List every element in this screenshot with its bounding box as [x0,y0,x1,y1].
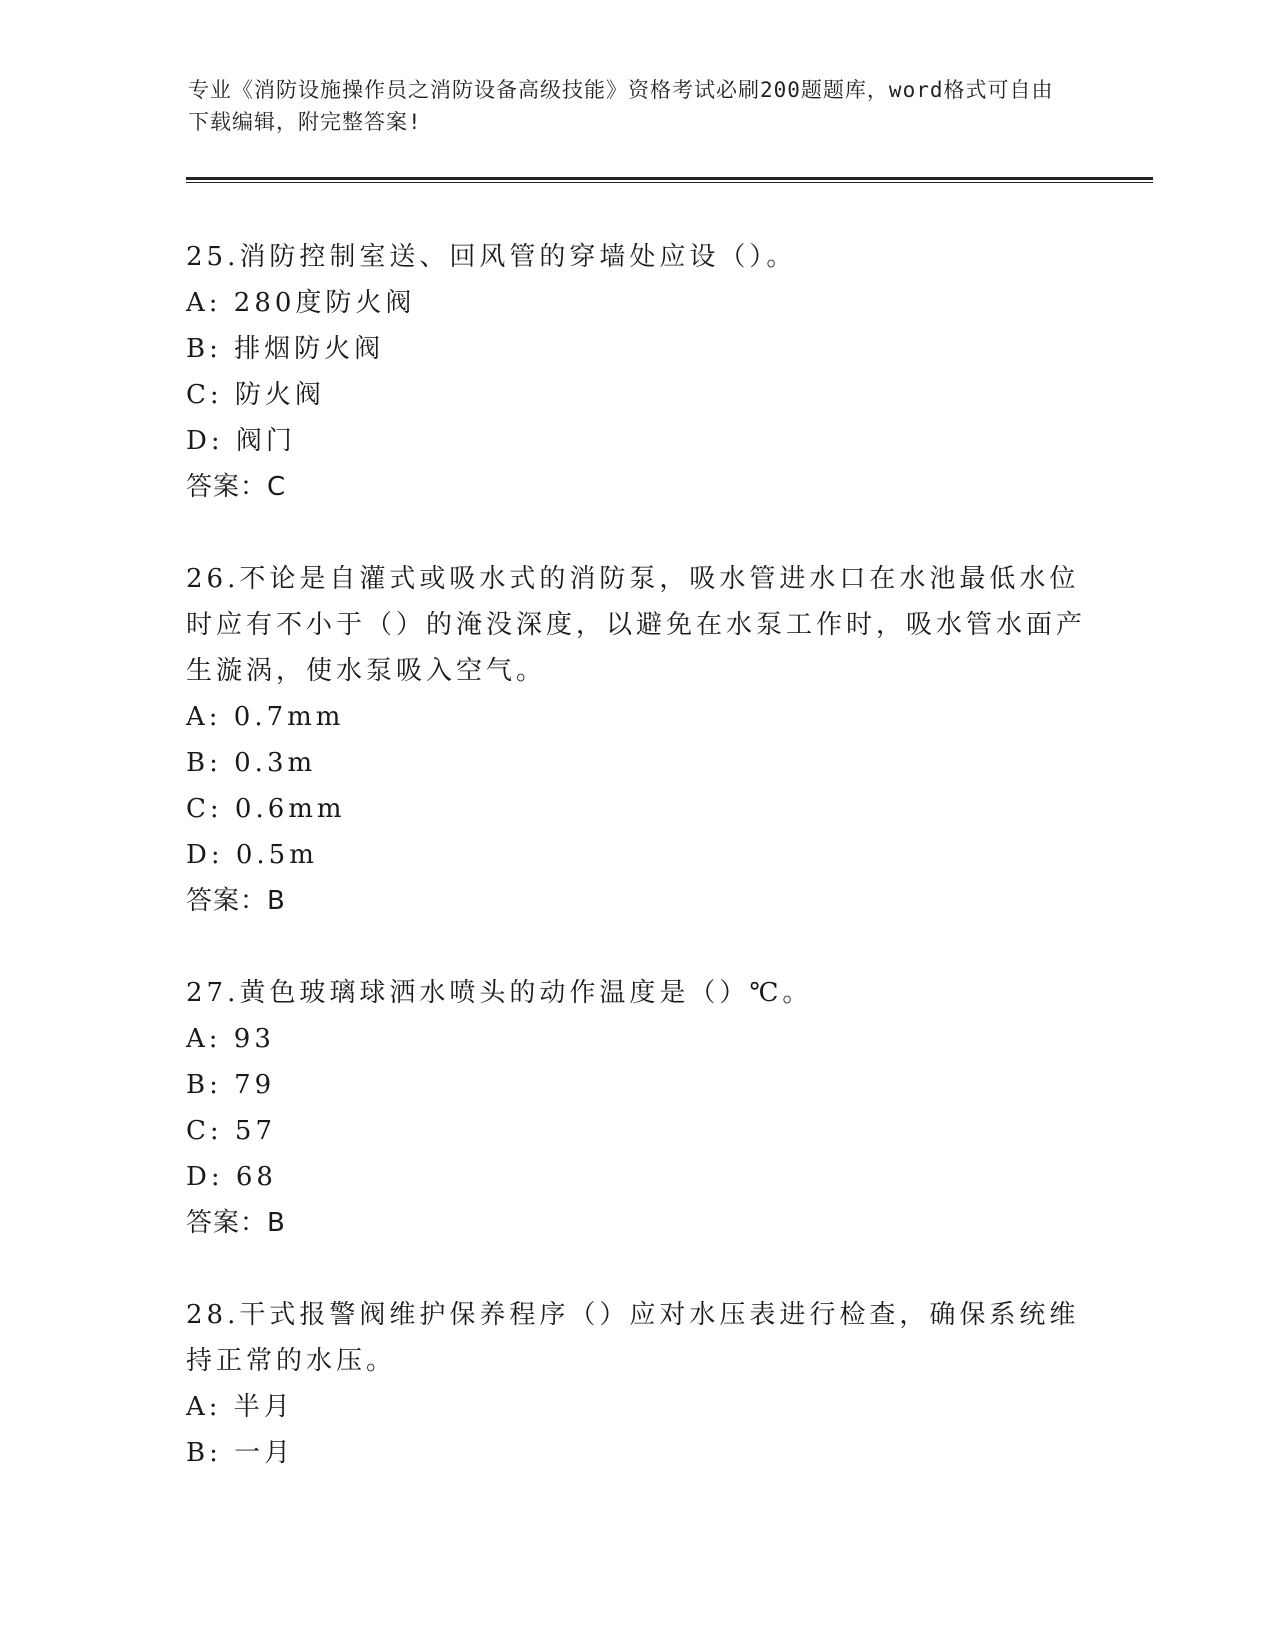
question-28 [186,1292,1086,1476]
option-d: D: 68 [186,1162,277,1192]
question-25 [186,234,1086,510]
answer-line: 答案：B [186,886,286,916]
question-text: 27.黄色玻璃球洒水喷头的动作温度是（）℃。 [186,978,813,1008]
question-text: 25.消防控制室送、回风管的穿墙处应设（）。 [186,242,797,272]
document-header: 专业《消防设施操作员之消防设备高级技能》资格考试必刷200题题库，word格式可自由下载编辑，附完整答案! [188,78,1054,134]
option-a: A: 半月 [186,1392,294,1422]
header-divider-thin [186,182,1153,183]
option-b: B: 79 [186,1070,276,1100]
option-c: C: 0.6mm [186,794,346,824]
answer-line: 答案：C [186,472,287,502]
option-a: A: 93 [186,1024,275,1054]
option-b: B: 0.3m [186,748,317,778]
question-text: 26.不论是自灌式或吸水式的消防泵，吸水管进水口在水池最低水位时应有不小于（）的淹没深度，以避免在水泵工作时，吸水管水面产生漩涡，使水泵吸入空气。 [186,564,1087,686]
option-c: C: 57 [186,1116,277,1146]
question-26 [186,556,1086,924]
option-d: D: 阀门 [186,426,296,456]
question-27 [186,970,1086,1246]
option-b: B: 排烟防火阀 [186,334,385,364]
header-divider [186,177,1153,180]
option-a: A: 280度防火阀 [186,288,416,318]
question-text: 28.干式报警阀维护保养程序（）应对水压表进行检查，确保系统维持正常的水压。 [186,1300,1080,1376]
option-c: C: 防火阀 [186,380,325,410]
question-list [186,234,1086,1476]
option-b: B: 一月 [186,1438,295,1468]
option-d: D: 0.5m [186,840,318,870]
answer-line: 答案：B [186,1208,286,1238]
option-a: A: 0.7mm [186,702,345,732]
